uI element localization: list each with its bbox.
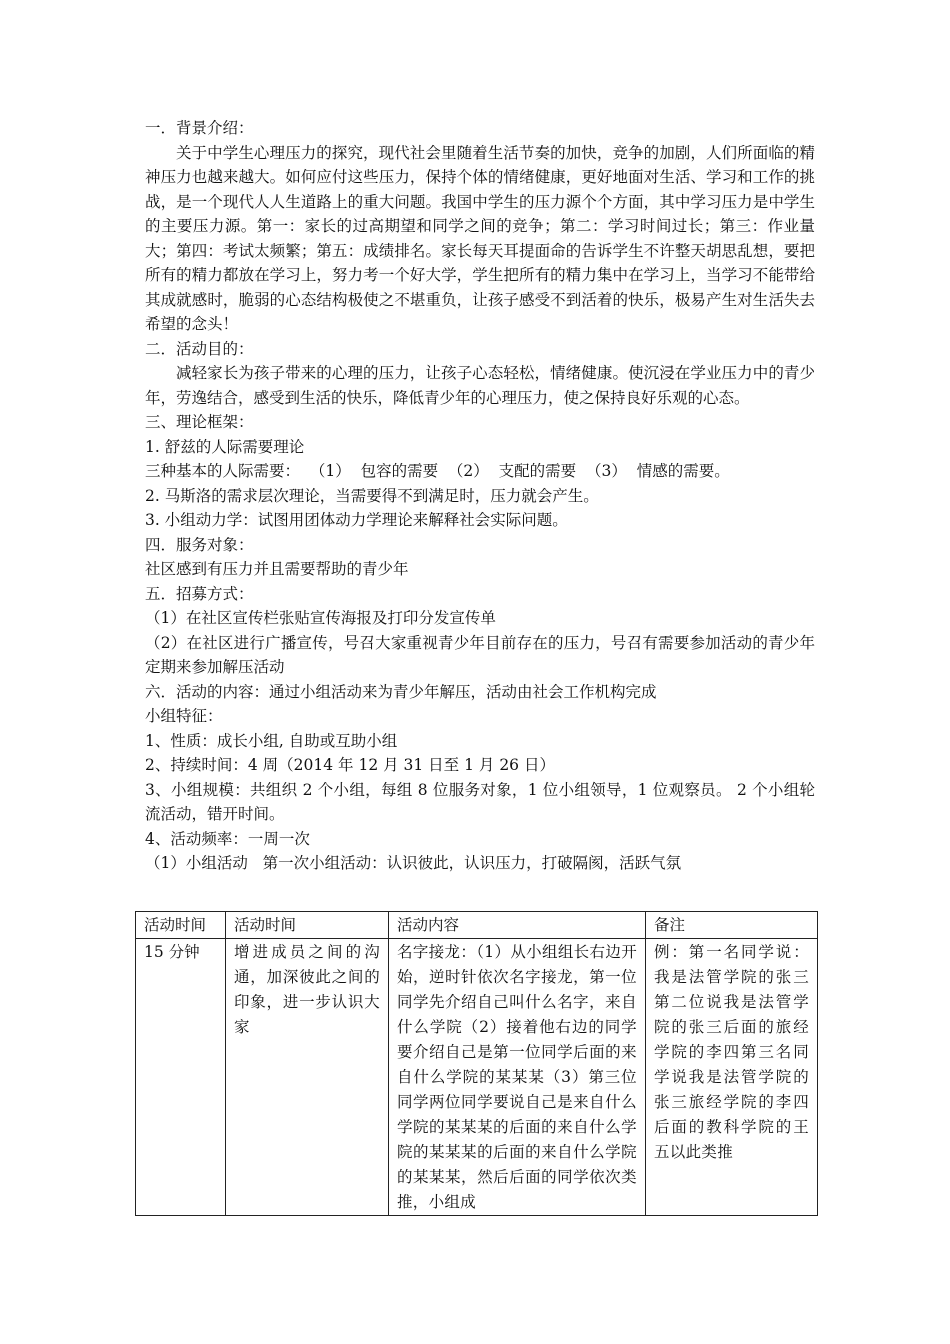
section-1-heading: 一．背景介绍：	[145, 119, 254, 137]
group-size: 3、小组规模：共组织 2 个小组，每组 8 位服务对象，1 位小组领导，1 位观察员。 2 个小组轮流活动，错开时间。	[145, 780, 815, 823]
activity-frequency: 4、活动频率：一周一次	[145, 829, 310, 848]
group-nature: 1、性质：成长小组, 自助或互助小组	[145, 731, 398, 750]
theory-3: 3. 小组动力学：试图用团体动力学理论来解释社会实际问题。	[145, 511, 568, 529]
header-cell: 活动内容	[389, 912, 646, 939]
section-2-paragraph: 减轻家长为孩子带来的心理的压力，让孩子心态轻松，情绪健康。使沉浸在学业压力中的青少年，劳逸结合，感受到生活的快乐，降低青少年的心理压力，使之保持良好乐观的心态。	[145, 364, 815, 407]
theory-2: 2. 马斯洛的需求层次理论，当需要得不到满足时，压力就会产生。	[145, 486, 599, 505]
group-features-label: 小组特征：	[145, 707, 223, 725]
theory-1-needs: 三种基本的人际需要： （1） 包容的需要 （2） 支配的需要 （3） 情感的需要。	[145, 462, 730, 480]
section-3-heading: 三、理论框架：	[145, 413, 254, 431]
cell-goal: 增进成员之间的沟通，加深彼此之间的印象，进一步认识大家	[226, 939, 389, 1216]
section-6-heading: 六．活动的内容：通过小组活动来为青少年解压，活动由社会工作机构完成	[145, 682, 657, 701]
header-cell: 备注	[646, 912, 818, 939]
table-header-row	[136, 912, 818, 939]
section-4-heading: 四．服务对象：	[145, 535, 254, 554]
theory-1: 1. 舒兹的人际需要理论	[145, 437, 305, 456]
group-duration: 2、持续时间：4 周（2014 年 12 月 31 日至 1 月 26 日）	[145, 756, 555, 774]
table-row	[136, 939, 818, 1216]
header-cell: 活动时间	[226, 912, 389, 939]
cell-content: 名字接龙：（1）从小组组长右边开始，逆时针依次名字接龙，第一位同学先介绍自己叫什么名字，来自什么学院（2）接着他右边的同学要介绍自己是第一位同学后面的来自什么学院的某某某（3）第三位同学两位同学要说自己是来自什么学院的某某某的后面的来自什么学院的某某某的后面的来自什么学院的某某某，然后后面的同学依次类推，小组成	[389, 939, 646, 1216]
activity-table	[135, 911, 818, 1216]
service-target: 社区感到有压力并且需要帮助的青少年	[145, 560, 409, 578]
cell-note: 例：第一名同学说：我是法管学院的张三第二位说我是法管学院的张三后面的旅经学院的李四第三名同学说我是法管学院的张三旅经学院的李四后面的教科学院的王五以此类推	[646, 939, 818, 1216]
header-cell: 活动时间	[136, 912, 226, 939]
activity-table-wrap	[135, 911, 817, 1216]
recruit-method-1: （1）在社区宣传栏张贴宣传海报及打印分发宣传单	[145, 609, 496, 627]
section-1-paragraph: 关于中学生心理压力的探究，现代社会里随着生活节奏的加快，竞争的加剧，人们所面临的精神压力也越来越大。如何应付这些压力，保持个体的情绪健康，更好地面对生活、学习和工作的挑战，是一个现代人人生道路上的重大问题。我国中学生的压力源个个方面，其中学习压力是中学生的主要压力源。第一：家长的过高期望和同学之间的竞争；第二：学习时间过长；第三：作业量大；第四：考试太频繁；第五：成绩排名。家长每天耳提面命的告诉学生不许整天胡思乱想，要把所有的精力都放在学习上，努力考一个好大学，学生把所有的精力集中在学习上，当学习不能带给其成就感时，脆弱的心态结构极使之不堪重负，让孩子感受不到活着的快乐，极易产生对生活失去希望的念头！	[145, 143, 815, 333]
section-2-heading: 二．活动目的：	[145, 339, 254, 358]
cell-duration: 15 分钟	[136, 939, 226, 1216]
recruit-method-2: （2）在社区进行广播宣传，号召大家重视青少年目前存在的压力，号召有需要参加活动的青少年定期来参加解压活动	[145, 633, 815, 676]
section-5-heading: 五．招募方式：	[145, 584, 254, 603]
document-body	[145, 116, 815, 876]
first-activity-title: （1）小组活动 第一次小组活动：认识彼此，认识压力，打破隔阂，活跃气氛	[145, 854, 682, 872]
